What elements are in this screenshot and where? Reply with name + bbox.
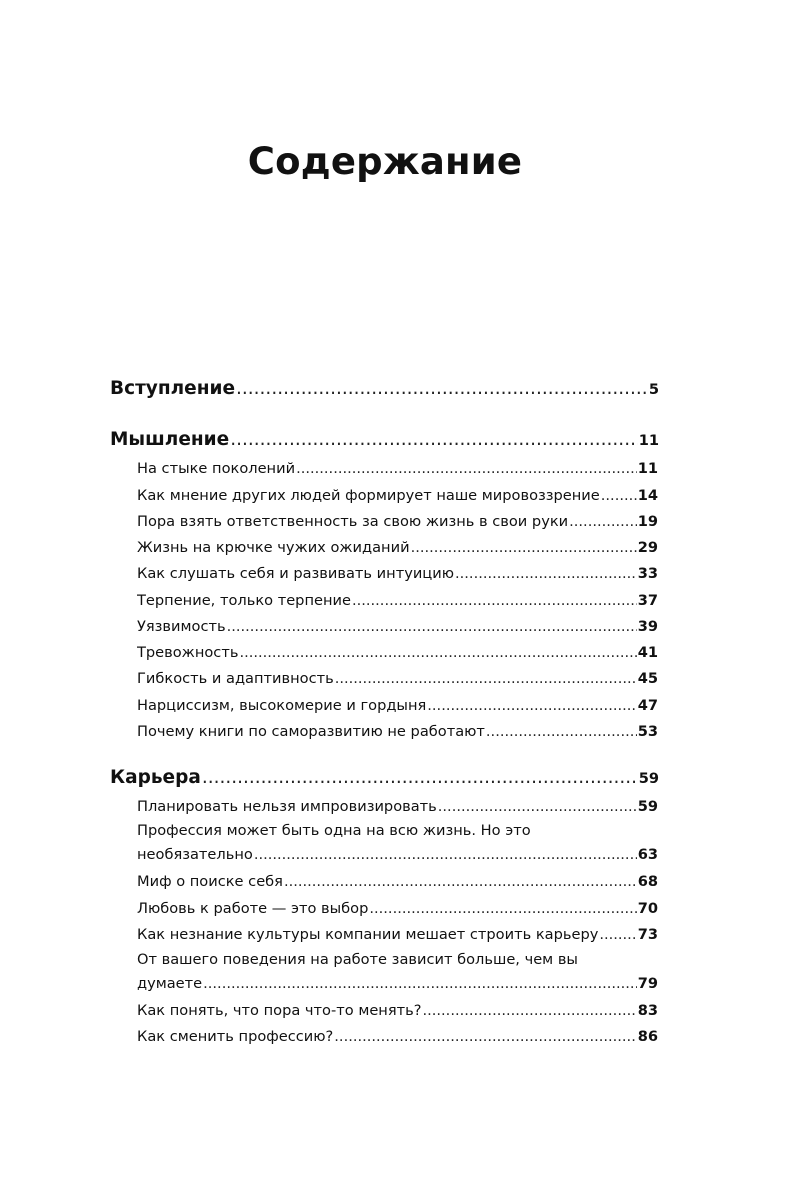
toc-entry bbox=[137, 592, 658, 609]
toc-page-number: 47 bbox=[637, 697, 658, 714]
dot-leader bbox=[284, 873, 637, 890]
toc-entry bbox=[137, 670, 658, 687]
dot-leader bbox=[236, 378, 648, 399]
toc-page-number: 83 bbox=[637, 1002, 658, 1019]
toc-entry-label: Как слушать себя и развивать интуицию bbox=[137, 565, 455, 582]
dot-leader bbox=[202, 767, 638, 788]
toc-page-number: 63 bbox=[637, 846, 658, 863]
toc-page-number: 86 bbox=[637, 1028, 658, 1045]
toc-entry-label: Терпение, только терпение bbox=[137, 592, 351, 609]
dot-leader bbox=[239, 644, 636, 661]
toc-entry-label-line1: От вашего поведения на работе зависит больше, чем вы bbox=[137, 951, 578, 968]
toc-entry bbox=[137, 926, 658, 943]
toc-page-number: 41 bbox=[637, 644, 658, 661]
toc-entry bbox=[137, 1028, 658, 1045]
toc-entry bbox=[137, 644, 658, 661]
toc-entry bbox=[137, 460, 658, 477]
dot-leader bbox=[254, 846, 637, 863]
toc-entry bbox=[137, 539, 658, 556]
dot-leader bbox=[227, 618, 637, 635]
toc-entry bbox=[137, 513, 658, 530]
toc-entry-label: Планировать нельзя импровизировать bbox=[137, 798, 437, 815]
toc-entry-label: Как незнание культуры компании мешает строить карьеру bbox=[137, 926, 599, 943]
dot-leader bbox=[411, 539, 637, 556]
toc-page-number: 33 bbox=[637, 565, 658, 582]
toc-page-number: 70 bbox=[637, 900, 658, 917]
toc-page-number: 53 bbox=[637, 723, 658, 740]
toc-page-number: 11 bbox=[637, 460, 658, 477]
toc-page-number: 5 bbox=[648, 381, 659, 398]
toc-entry bbox=[137, 798, 658, 815]
toc-entry-label: Любовь к работе — это выбор bbox=[137, 900, 369, 917]
toc-entry bbox=[137, 487, 658, 504]
toc-entry-label: Миф о поиске себя bbox=[137, 873, 283, 890]
dot-leader bbox=[203, 975, 637, 992]
toc-page-number: 19 bbox=[637, 513, 658, 530]
toc-entry bbox=[137, 1002, 658, 1019]
dot-leader bbox=[352, 592, 637, 609]
dot-leader bbox=[427, 697, 636, 714]
toc-entry-label: Уязвимость bbox=[137, 618, 226, 635]
dot-leader bbox=[230, 429, 638, 450]
toc-entry-label: Жизнь на крючке чужих ожиданий bbox=[137, 539, 410, 556]
toc-entry bbox=[137, 723, 658, 740]
toc-part-label: Карьера bbox=[110, 767, 201, 788]
toc-page-number: 68 bbox=[637, 873, 658, 890]
page-title: Содержание bbox=[247, 140, 523, 183]
dot-leader bbox=[422, 1002, 636, 1019]
toc-entry-label: думаете bbox=[137, 975, 203, 992]
dot-leader bbox=[369, 900, 636, 917]
dot-leader bbox=[486, 723, 637, 740]
dot-leader bbox=[296, 460, 637, 477]
toc-entry-label: Тревожность bbox=[137, 644, 239, 661]
toc-entry-label: Как мнение других людей формирует наше мировоззрение bbox=[137, 487, 600, 504]
dot-leader bbox=[335, 670, 637, 687]
toc-part-label: Вступление bbox=[110, 378, 236, 399]
toc-entry-label: Почему книги по саморазвитию не работают bbox=[137, 723, 485, 740]
dot-leader bbox=[599, 926, 636, 943]
toc-entry-label: Гибкость и адаптивность bbox=[137, 670, 334, 687]
toc-part-career bbox=[110, 767, 659, 788]
dot-leader bbox=[455, 565, 637, 582]
toc-page-number: 59 bbox=[637, 798, 658, 815]
toc-entry bbox=[137, 618, 658, 635]
toc-entry bbox=[137, 846, 658, 863]
toc-page-number: 14 bbox=[637, 487, 658, 504]
toc-entry bbox=[137, 900, 658, 917]
toc-entry-label: Нарциссизм, высокомерие и гордыня bbox=[137, 697, 427, 714]
toc-page-number: 73 bbox=[637, 926, 658, 943]
toc-entry-label-line1: Профессия может быть одна на всю жизнь. Но это bbox=[137, 822, 531, 839]
toc-page-number: 45 bbox=[637, 670, 658, 687]
dot-leader bbox=[438, 798, 637, 815]
toc-entry-label: На стыке поколений bbox=[137, 460, 296, 477]
toc-entry-label: Как сменить профессию? bbox=[137, 1028, 334, 1045]
toc-part-intro bbox=[110, 378, 659, 399]
dot-leader bbox=[334, 1028, 636, 1045]
toc-entry bbox=[137, 565, 658, 582]
toc-page-number: 79 bbox=[637, 975, 658, 992]
toc-page-number: 37 bbox=[637, 592, 658, 609]
toc-entry bbox=[137, 975, 658, 992]
toc-page-number: 39 bbox=[637, 618, 658, 635]
toc-entry bbox=[137, 873, 658, 890]
toc-entry bbox=[137, 697, 658, 714]
dot-leader bbox=[601, 487, 637, 504]
toc-entry-label: Пора взять ответственность за свою жизнь в свои руки bbox=[137, 513, 569, 530]
toc-page-number: 29 bbox=[637, 539, 658, 556]
dot-leader bbox=[569, 513, 637, 530]
toc-entry-label: Как понять, что пора что-то менять? bbox=[137, 1002, 422, 1019]
toc-part-thinking bbox=[110, 429, 659, 450]
toc-entry-label: необязательно bbox=[137, 846, 253, 863]
toc-page-number: 11 bbox=[638, 432, 659, 449]
toc-page-number: 59 bbox=[638, 770, 659, 787]
toc-part-label: Мышление bbox=[110, 429, 230, 450]
